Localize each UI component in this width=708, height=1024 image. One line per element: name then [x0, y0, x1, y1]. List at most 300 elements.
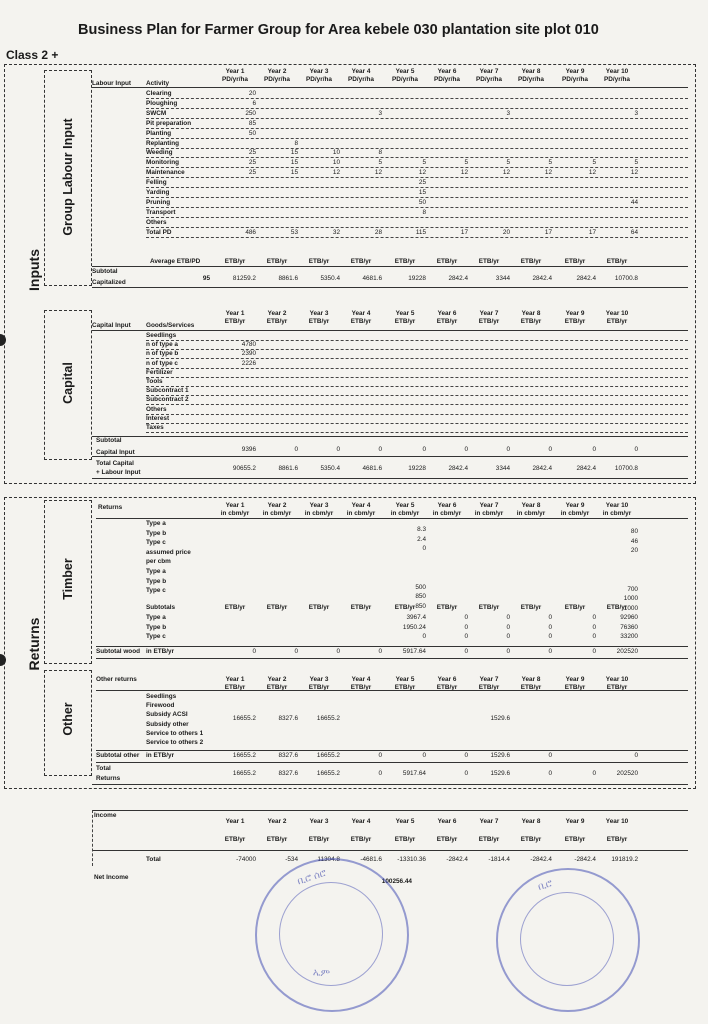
divider — [92, 850, 688, 851]
timber-item-label: Type c — [146, 539, 166, 547]
unit-cell: ETB/yr — [394, 604, 416, 611]
timber-year5-value: 850 — [415, 593, 426, 601]
col-header-year: Year 1 — [225, 68, 245, 75]
col-header-unit: PD/yr/ha — [348, 76, 374, 83]
labour-value: 17 — [460, 228, 468, 236]
col-header-unit: ETB/yr — [606, 836, 628, 843]
timber-type-value: 0 — [592, 633, 596, 641]
col-header-year: Year 4 — [351, 676, 371, 683]
col-header-year: Year 10 — [605, 818, 629, 825]
total-capital-value: 2842.4 — [448, 465, 468, 472]
timber-item-label: assumed price — [146, 548, 191, 556]
col-header-year: Year 8 — [521, 68, 541, 75]
unit-cell: ETB/yr — [564, 604, 586, 611]
divider — [92, 330, 688, 331]
labour-value: 5 — [634, 159, 638, 167]
col-header-unit: ETB/yr — [436, 318, 458, 325]
row-rule — [146, 395, 688, 396]
col-header-unit: PD/yr/ha — [476, 76, 502, 83]
subtotal-other-value: 16655.2 — [316, 752, 340, 759]
labour-value: 32 — [332, 228, 340, 236]
col-header-year: Year 4 — [351, 310, 371, 317]
col-header-unit: in cbm/yr — [220, 510, 250, 517]
income-total-value: -2842.4 — [574, 856, 596, 863]
unit-cell: ETB/yr — [350, 604, 372, 611]
total-capital-value: 90655.2 — [232, 465, 256, 472]
labour-value: 3 — [506, 109, 510, 117]
timber-type-value: 92960 — [620, 614, 638, 621]
total-capital-value: 19228 — [408, 465, 426, 472]
official-stamp-left: ቢሮ ሰሮ ኤም — [255, 858, 409, 1012]
row-rule — [146, 404, 688, 405]
col-header-year: Year 3 — [309, 676, 329, 683]
capital-item-label: Tools — [146, 378, 163, 385]
unit-cell: ETB/yr — [224, 604, 246, 611]
timber-type-label: Type b — [146, 623, 167, 631]
average-etb-value: 95 — [202, 275, 210, 282]
col-header-year: Year 8 — [521, 818, 541, 825]
row-rule — [146, 167, 688, 168]
col-header-unit: ETB/yr — [394, 836, 416, 843]
col-header-unit: in cbm/yr — [602, 510, 632, 517]
col-header-year: Year 8 — [521, 502, 541, 509]
row-rule — [146, 432, 688, 433]
timber-type-label: Type a — [146, 614, 166, 621]
subsidy-value: 16655.2 — [316, 715, 340, 722]
subtotal-other-value: 0 — [634, 752, 638, 759]
goods-services-label: Goods/Services — [146, 322, 195, 329]
labour-value: 17 — [588, 228, 596, 236]
unit-cell: ETB/yr — [520, 604, 542, 611]
col-header-unit: ETB/yr — [520, 318, 542, 325]
labour-activity-label: Maintenance — [146, 169, 185, 177]
total-capital-value: 4681.6 — [362, 465, 382, 472]
labour-value: 12 — [332, 169, 340, 177]
col-header-unit: in cbm/yr — [516, 510, 546, 517]
timber-side-label: Timber — [61, 558, 75, 600]
row-rule — [146, 148, 688, 149]
divider — [96, 658, 688, 659]
labour-value: 25 — [248, 149, 256, 157]
timber-year5-value: 2.4 — [417, 535, 426, 543]
total-capital-value: 3344 — [495, 465, 510, 472]
col-header-year: Year 9 — [565, 310, 585, 317]
income-total-label: Total — [146, 856, 161, 863]
unit-cell: ETB/yr — [266, 258, 288, 265]
total-returns-value: 0 — [592, 770, 596, 777]
labour-subtotal-value: 5350.4 — [320, 275, 340, 282]
labour-value: 5 — [548, 159, 552, 167]
returns-frame — [4, 497, 696, 789]
timber-item-label: Type a — [146, 520, 166, 527]
income-total-value: -1814.4 — [488, 856, 510, 863]
other-item-label: Firewood — [146, 702, 175, 710]
labour-activity-label: Yarding — [146, 189, 170, 196]
col-header-unit: in cbm/yr — [262, 510, 292, 517]
col-header-unit: ETB/yr — [394, 684, 416, 691]
total-returns-value: 0 — [378, 770, 382, 777]
row-rule — [146, 386, 688, 387]
labour-value: 5 — [378, 159, 382, 167]
other-item-label: Subsidy ACSI — [146, 711, 188, 719]
labour-subtotal-value: 19228 — [408, 275, 426, 282]
divider — [92, 266, 688, 267]
timber-year10-value: 700 — [627, 585, 638, 593]
capital-side-label: Capital — [61, 362, 75, 404]
row-rule — [146, 118, 688, 119]
income-total-value: 11304.8 — [317, 856, 340, 863]
capital-subtotal-value: 0 — [548, 446, 552, 453]
col-header-year: Year 10 — [605, 310, 629, 317]
capital-value: 2390 — [241, 350, 256, 358]
unit-cell: ETB/yr — [394, 258, 416, 265]
labour-value: 53 — [290, 228, 298, 236]
activity-label: Activity — [146, 80, 170, 87]
subtotal-wood-value: 0 — [506, 648, 510, 655]
subtotal-wood-value: 0 — [336, 648, 340, 655]
labour-value: 8 — [378, 149, 382, 157]
col-header-unit: PD/yr/ha — [264, 76, 290, 83]
net-income-label: Net Income — [94, 874, 129, 881]
net-income-value: 100256.44 — [381, 878, 412, 885]
timber-year10-value: 20 — [630, 547, 638, 555]
other-side-label: Other — [61, 702, 75, 736]
labour-value: 15 — [418, 189, 426, 196]
col-header-year: Year 2 — [267, 676, 287, 683]
labour-subtotal-value: 3344 — [495, 275, 510, 282]
income-label: Income — [94, 812, 117, 819]
col-header-unit: PD/yr/ha — [222, 76, 248, 83]
labour-subtotal-value: 4681.6 — [362, 275, 382, 282]
timber-year5-value: 500 — [415, 583, 426, 591]
row-rule — [146, 177, 688, 178]
unit-cell: ETB/yr — [564, 258, 586, 265]
labour-activity-label: Replanting — [146, 139, 180, 147]
subtotal-other-value: 0 — [464, 752, 468, 759]
capital-item-label: Others — [146, 405, 167, 413]
labour-value: 44 — [630, 198, 638, 206]
timber-item-label: Type b — [146, 577, 167, 585]
divider — [92, 456, 688, 457]
labour-activity-label: Weeding — [146, 149, 173, 157]
labour-value: 8 — [422, 208, 426, 216]
timber-type-value: 0 — [506, 633, 510, 641]
total-returns-label: Total — [96, 765, 111, 772]
subtotal-other-value: 0 — [378, 752, 382, 759]
timber-type-value: 0 — [548, 623, 552, 631]
capital-subtotal-value: 0 — [422, 446, 426, 453]
capital-item-label: Fertilizer — [146, 368, 173, 376]
col-header-unit: in cbm/yr — [560, 510, 590, 517]
income-total-value: -4681.6 — [360, 856, 382, 863]
labour-value: 3 — [378, 109, 382, 117]
unit-cell: ETB/yr — [266, 604, 288, 611]
labour-value: 8 — [294, 139, 298, 147]
row-rule — [146, 128, 688, 129]
col-header-year: Year 9 — [565, 68, 585, 75]
timber-type-value: 0 — [548, 614, 552, 621]
col-header-year: Year 10 — [605, 68, 629, 75]
labour-activity-label: Monitoring — [146, 159, 180, 167]
timber-year5-value: 8.3 — [417, 526, 426, 533]
labour-activity-label: SWCM — [146, 109, 167, 117]
returns-label: Returns — [98, 504, 123, 511]
labour-activity-label: Total PD — [146, 228, 172, 236]
labour-activity-label: Others — [146, 218, 167, 226]
timber-type-value: 0 — [464, 614, 468, 621]
labour-value: 486 — [245, 228, 256, 236]
page-title: Business Plan for Farmer Group for Area kebele 030 plantation site plot 010 — [78, 22, 599, 38]
total-returns-value: 16655.2 — [232, 770, 256, 777]
timber-type-value: 1950.24 — [402, 623, 426, 631]
subtotal-wood-label: Subtotal wood — [96, 648, 141, 655]
col-header-unit: in cbm/yr — [474, 510, 504, 517]
subtotal-other-value: 0 — [422, 752, 426, 759]
subtotal-wood-unit: in ETB/yr — [146, 648, 175, 655]
unit-cell: ETB/yr — [478, 258, 500, 265]
col-header-unit: ETB/yr — [520, 684, 542, 691]
capital-value: 2226 — [241, 359, 256, 367]
capital-subtotal-value: 9396 — [241, 446, 256, 453]
divider — [96, 762, 688, 763]
capital-subtotal-value: 0 — [294, 446, 298, 453]
capital-subtotal-value: 0 — [634, 446, 638, 453]
total-returns-value: 8327.6 — [278, 770, 298, 777]
row-rule — [146, 187, 688, 188]
col-header-unit: ETB/yr — [436, 836, 458, 843]
labour-activity-label: Pruning — [146, 198, 171, 206]
col-header-unit: PD/yr/ha — [306, 76, 332, 83]
col-header-year: Year 6 — [437, 818, 457, 825]
subtotal-wood-value: 0 — [252, 648, 256, 655]
col-header-year: Year 9 — [565, 502, 585, 509]
col-header-year: Year 2 — [267, 502, 287, 509]
labour-value: 50 — [418, 198, 426, 206]
unit-cell: ETB/yr — [606, 258, 628, 265]
row-rule — [146, 368, 688, 369]
col-header-unit: in cbm/yr — [304, 510, 334, 517]
capitalized-label: Capitalized — [92, 279, 126, 286]
col-header-unit: ETB/yr — [266, 684, 288, 691]
row-rule — [146, 197, 688, 198]
col-header-unit: ETB/yr — [266, 318, 288, 325]
timber-type-value: 0 — [422, 633, 426, 641]
divider — [92, 810, 688, 811]
col-header-year: Year 7 — [479, 502, 499, 509]
income-total-value: -2842.4 — [446, 856, 468, 863]
subtotal-wood-value: 0 — [464, 648, 468, 655]
divider — [92, 784, 688, 785]
labour-value: 115 — [415, 228, 426, 236]
total-capital-value: 2842.4 — [532, 465, 552, 472]
col-header-year: Year 8 — [521, 310, 541, 317]
other-item-label: Service to others 2 — [146, 739, 204, 746]
col-header-year: Year 6 — [437, 310, 457, 317]
col-header-unit: ETB/yr — [350, 836, 372, 843]
income-total-value: -13310.36 — [397, 856, 426, 863]
col-header-unit: ETB/yr — [308, 318, 330, 325]
total-capital-value: 8861.6 — [278, 465, 298, 472]
timber-item-label: Type a — [146, 568, 166, 575]
other-item-label: Service to others 1 — [146, 729, 204, 737]
unit-cell: ETB/yr — [436, 604, 458, 611]
unit-cell: ETB/yr — [478, 604, 500, 611]
subtotal-wood-value: 0 — [378, 648, 382, 655]
col-header-unit: ETB/yr — [606, 684, 628, 691]
col-header-unit: ETB/yr — [436, 684, 458, 691]
col-header-year: Year 1 — [225, 502, 245, 509]
col-header-year: Year 9 — [565, 676, 585, 683]
row-rule — [146, 98, 688, 99]
capital-item-label: Taxes — [146, 424, 164, 431]
capital-subtotal-value: 0 — [378, 446, 382, 453]
timber-type-label: Type c — [146, 633, 166, 641]
unit-cell: ETB/yr — [350, 258, 372, 265]
col-header-year: Year 5 — [395, 818, 415, 825]
col-header-unit: in cbm/yr — [346, 510, 376, 517]
subtotal-other-value: 1529.6 — [490, 752, 510, 759]
row-rule — [146, 138, 688, 139]
col-header-year: Year 2 — [267, 310, 287, 317]
subtotal-label: Subtotal — [96, 437, 122, 444]
labour-value: 12 — [630, 169, 638, 177]
capital-item-label: n of type a — [146, 341, 178, 349]
unit-cell: ETB/yr — [606, 604, 628, 611]
col-header-year: Year 7 — [479, 310, 499, 317]
col-header-unit: ETB/yr — [224, 318, 246, 325]
total-returns-value: 1529.6 — [490, 770, 510, 777]
divider — [96, 750, 688, 751]
labour-value: 12 — [460, 169, 468, 177]
labour-value: 17 — [544, 228, 552, 236]
income-total-value: -534 — [285, 856, 298, 863]
row-rule — [146, 217, 688, 218]
col-header-year: Year 3 — [309, 818, 329, 825]
total-returns-value: 0 — [548, 770, 552, 777]
row-rule — [146, 237, 688, 238]
income-total-value: 191819.2 — [611, 856, 638, 863]
labour-value: 25 — [418, 179, 426, 187]
timber-type-value: 0 — [464, 633, 468, 641]
labour-subtotal-value: 81259.2 — [232, 275, 256, 282]
subsidy-value: 8327.6 — [278, 715, 298, 722]
labour-value: 12 — [374, 169, 382, 177]
col-header-unit: PD/yr/ha — [392, 76, 418, 83]
col-header-unit: ETB/yr — [350, 684, 372, 691]
subtotal-wood-value: 0 — [294, 648, 298, 655]
labour-value: 6 — [252, 99, 256, 107]
labour-activity-label: Felling — [146, 179, 167, 187]
subtotal-wood-value: 202520 — [616, 648, 638, 655]
labour-value: 28 — [374, 228, 382, 236]
labour-activity-label: Clearing — [146, 90, 172, 97]
column-rule — [92, 810, 93, 866]
official-stamp-right: ቢሮ — [496, 868, 640, 1012]
row-rule — [146, 108, 688, 109]
col-header-year: Year 4 — [351, 68, 371, 75]
row-rule — [146, 157, 688, 158]
labour-input-label: Labour Input — [92, 80, 132, 87]
divider — [92, 287, 688, 288]
col-header-unit: in cbm/yr — [390, 510, 420, 517]
labour-value: 250 — [245, 109, 256, 117]
labour-input-sub-label: + Labour Input — [96, 469, 141, 476]
col-header-year: Year 7 — [479, 818, 499, 825]
capital-subtotal-value: 0 — [592, 446, 596, 453]
timber-type-value: 3967.4 — [406, 614, 426, 621]
average-etb-label: Average ETB/PD — [150, 258, 201, 265]
col-header-unit: PD/yr/ha — [434, 76, 460, 83]
subtotal-wood-value: 0 — [592, 648, 596, 655]
timber-year10-value: 1000 — [623, 595, 638, 603]
labour-value: 12 — [544, 169, 552, 177]
divider — [92, 436, 688, 437]
col-header-year: Year 3 — [309, 310, 329, 317]
total-returns-value: 16655.2 — [316, 770, 340, 777]
col-header-unit: PD/yr/ha — [518, 76, 544, 83]
labour-value: 12 — [502, 169, 510, 177]
timber-year10-value: 1000 — [623, 604, 638, 612]
unit-cell: ETB/yr — [308, 258, 330, 265]
col-header-unit: ETB/yr — [224, 836, 246, 843]
col-header-year: Year 1 — [225, 676, 245, 683]
subtotal-wood-value: 0 — [548, 648, 552, 655]
col-header-unit: PD/yr/ha — [562, 76, 588, 83]
labour-value: 20 — [502, 228, 510, 236]
labour-value: 25 — [248, 169, 256, 177]
labour-value: 12 — [588, 169, 596, 177]
timber-year10-value: 46 — [630, 537, 638, 545]
capital-item-label: Seedlings — [146, 332, 177, 339]
col-header-unit: ETB/yr — [394, 318, 416, 325]
timber-type-value: 0 — [506, 623, 510, 631]
col-header-unit: in cbm/yr — [432, 510, 462, 517]
col-header-unit: ETB/yr — [564, 318, 586, 325]
returns-side-label: Returns — [26, 617, 42, 671]
unit-cell: ETB/yr — [224, 258, 246, 265]
col-header-year: Year 3 — [309, 68, 329, 75]
labour-value: 15 — [290, 159, 298, 167]
timber-type-value: 0 — [592, 623, 596, 631]
capital-item-label: Interest — [146, 414, 170, 422]
other-item-label: Seedlings — [146, 693, 177, 700]
other-returns-label: Other returns — [96, 676, 137, 683]
col-header-unit: ETB/yr — [564, 836, 586, 843]
col-header-year: Year 5 — [395, 68, 415, 75]
labour-value: 25 — [248, 159, 256, 167]
subtotal-other-value: 16655.2 — [232, 752, 256, 759]
col-header-year: Year 5 — [395, 502, 415, 509]
col-header-year: Year 6 — [437, 676, 457, 683]
labour-activity-label: Transport — [146, 208, 176, 216]
labour-value: 3 — [634, 109, 638, 117]
labour-activity-label: Planting — [146, 129, 172, 137]
capital-input-sub-label: Capital Input — [96, 449, 135, 456]
labour-value: 85 — [248, 119, 256, 127]
capital-subtotal-value: 0 — [336, 446, 340, 453]
total-capital-value: 5350.4 — [320, 465, 340, 472]
labour-subtotal-value: 2842.4 — [576, 275, 596, 282]
labour-value: 5 — [506, 159, 510, 167]
col-header-year: Year 1 — [225, 818, 245, 825]
col-header-unit: ETB/yr — [478, 318, 500, 325]
labour-value: 10 — [332, 149, 340, 157]
labour-value: 5 — [464, 159, 468, 167]
total-capital-label: Total Capital — [96, 460, 134, 467]
subtotal-label: Subtotal — [92, 268, 118, 275]
col-header-unit: ETB/yr — [308, 684, 330, 691]
other-item-label: Subsidy other — [146, 720, 189, 728]
